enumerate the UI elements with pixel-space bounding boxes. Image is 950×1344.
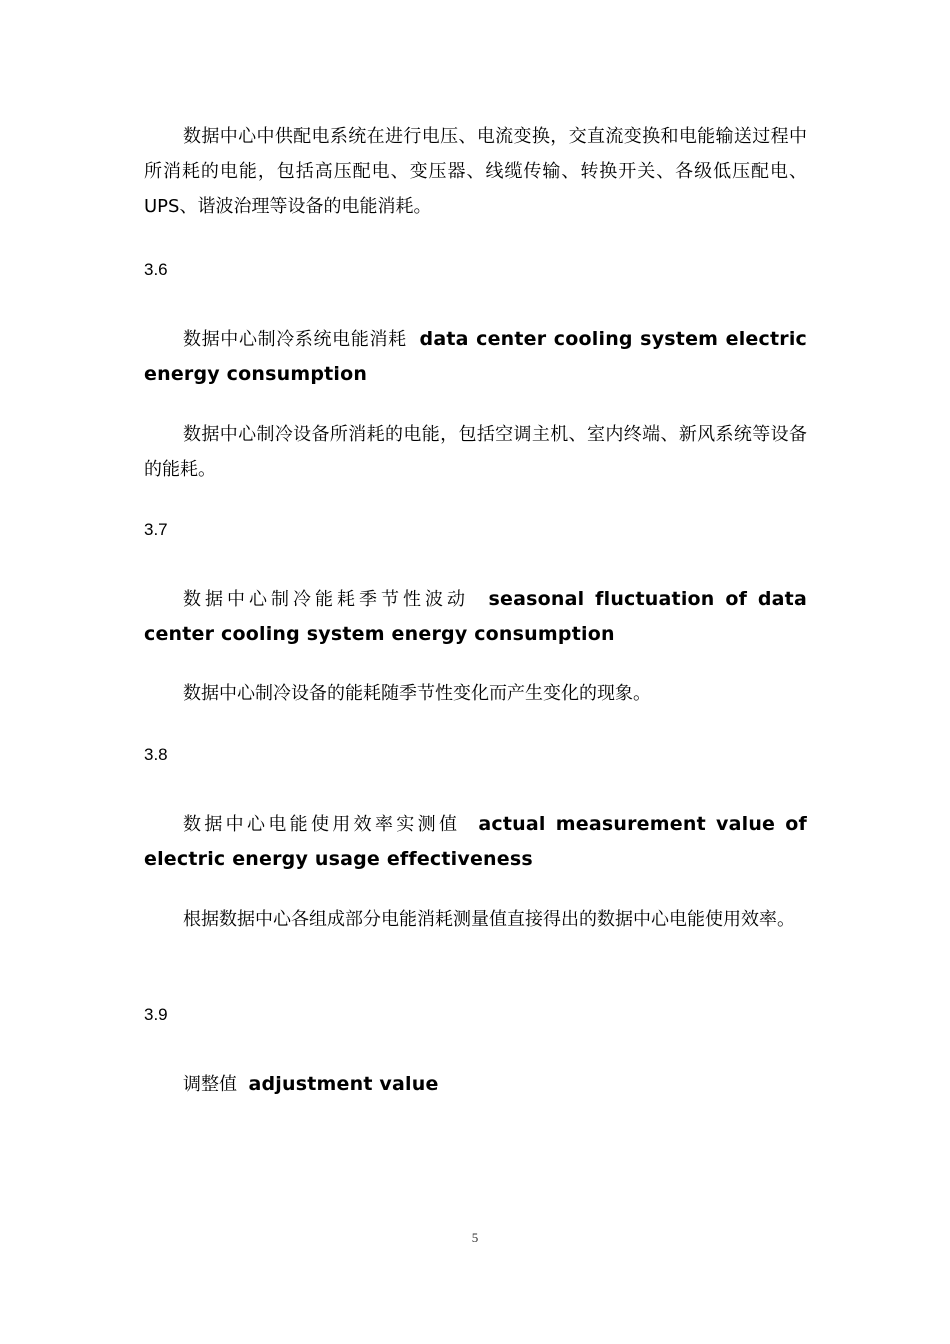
clause-number-3-8: 3.8 xyxy=(144,745,168,764)
term-3-7-english: seasonal fluctuation of data center cooling system energy consumption xyxy=(144,588,807,645)
definition-3-5-continued: 数据中心中供配电系统在进行电压、电流变换，交直流变换和电能输送过程中所消耗的电能，包括高压配电、变压器、线缆传输、转换开关、各级低压配电、UPS、谐波治理等设备的电能消耗。 xyxy=(144,126,807,217)
term-3-8 xyxy=(144,807,807,877)
term-3-9 xyxy=(144,1067,807,1102)
term-3-7-chinese: 数据中心制冷能耗季节性波动 xyxy=(183,589,470,610)
definition-3-8: 根据数据中心各组成部分电能消耗测量值直接得出的数据中心电能使用效率。 xyxy=(183,909,795,930)
definition-3-6: 数据中心制冷设备所消耗的电能，包括空调主机、室内终端、新风系统等设备的能耗。 xyxy=(144,424,807,480)
term-3-9-english: adjustment value xyxy=(248,1073,439,1095)
page-number: 5 xyxy=(471,1230,479,1245)
clause-number-3-9: 3.9 xyxy=(144,1005,168,1024)
term-3-6 xyxy=(144,322,807,392)
clause-number-3-6: 3.6 xyxy=(144,260,168,279)
term-3-6-chinese: 数据中心制冷系统电能消耗 xyxy=(183,329,407,350)
term-3-8-chinese: 数据中心电能使用效率实测值 xyxy=(183,814,461,835)
term-3-9-chinese: 调整值 xyxy=(183,1074,237,1095)
term-3-8-english: actual measurement value of electric energy usage effectiveness xyxy=(144,813,807,870)
clause-number-3-7: 3.7 xyxy=(144,520,168,539)
term-3-7 xyxy=(144,582,807,652)
definition-3-7: 数据中心制冷设备的能耗随季节性变化而产生变化的现象。 xyxy=(183,683,651,704)
term-3-6-english: data center cooling system electric energy consumption xyxy=(144,328,807,385)
